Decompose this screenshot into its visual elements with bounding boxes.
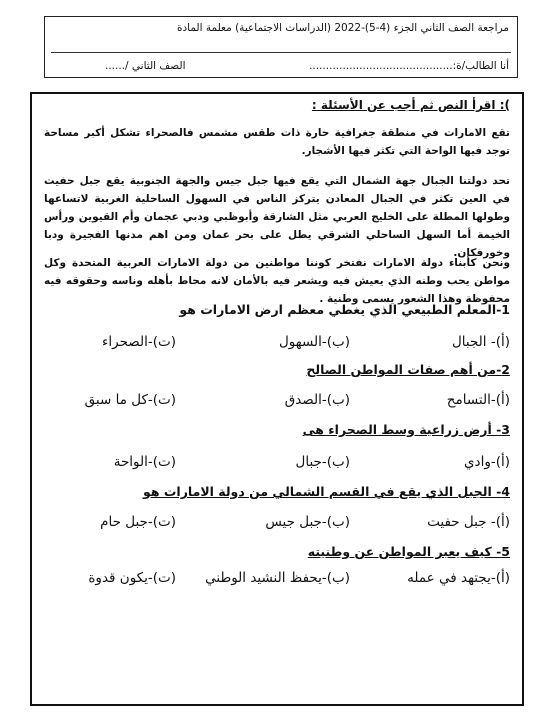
question-1-option-b: (ب)-السهول xyxy=(278,334,350,350)
question-5: 5- كيف يعبر المواطن عن وطنيته xyxy=(307,544,510,559)
question-4: 4- الجبل الذي يقع في القسم الشمالي من دولة الامارات هو xyxy=(143,484,510,499)
question-3: 3- أرض زراعية وسط الصحراء هى xyxy=(302,422,510,437)
question-2: 2-من أهم صفات المواطن الصالح xyxy=(306,362,510,377)
reading-paragraph-1: تقع الامارات في منطقة جغرافية حارة ذات طقس مشمس فالصحراء تشكل أكبر مساحة توجد فيها الواحة التي تكثر فيها الأشجار. xyxy=(44,127,510,157)
question-2-option-a: (أ)-التسامح xyxy=(446,392,510,408)
reading-paragraph-2: تحد دولتنا الجبال جهة الشمال التي يقع فيها جبل جيس والجهة الجنوبية يقع جبل حفيت في العين تكثر في الجبال المعادن يتركز الناس في السهول الساحلية الغربية لاتساعها وطولها المطلة على الخليج العربي مثل الشارقة وأبوظبي ودبي عجمان وأم القيوين ورأس الخيمة أما السهل الساحلي الشرقي يطل على بحر عمان ومن اهم مدنها الفجيرة ودبا وخورفكان. xyxy=(44,175,510,259)
student-name-field: أنا الطالب/ة:........................................... xyxy=(309,60,509,72)
question-1-option-c: (ت)-الصحراء xyxy=(102,334,176,350)
section-title: ): اقرأ النص ثم أجب عن الأسئلة : xyxy=(311,98,510,112)
question-2-option-c: (ت)-كل ما سبق xyxy=(84,392,176,408)
question-4-option-a: (أ)- جبل حفيت xyxy=(427,514,510,530)
header-divider xyxy=(51,52,511,53)
question-3-option-c: (ت)-الواحة xyxy=(113,454,176,470)
question-4-option-b: (ب)-جبل جيس xyxy=(265,514,350,530)
question-1-option-a: (أ)- الجبال xyxy=(451,334,510,350)
reading-paragraph-3: ونحن كأبناء دولة الامارات نفتخر كوننا مواطنين من دولة الامارات العربية المتحدة وكل مواطن يحب وطنه الذي يعيش فيه ويشعر فيه بالأمان لانه محاط بأهله وناسه وحقوقه فيه محفوظة وهذا الشعور يسمى وطنية . xyxy=(44,257,510,305)
grade-field: الصف الثاني /...... xyxy=(105,60,186,72)
header-box xyxy=(44,16,518,78)
question-2-option-b: (ب)-الصدق xyxy=(284,392,350,408)
question-4-option-c: (ت)-جبل حام xyxy=(100,514,176,530)
questions-box xyxy=(30,92,524,706)
worksheet-title: مراجعة الصف الثاني الجزء (4-5)-2022 (الدراسات الاجتماعية) معلمة المادة xyxy=(176,22,509,34)
question-3-option-a: (أ)-وادي xyxy=(463,454,510,470)
question-1: 1-المعلم الطبيعي الذي يغطي معظم ارض الامارات هو xyxy=(179,302,510,317)
question-5-option-b: (ب)-يحفظ النشيد الوطني xyxy=(205,570,350,586)
question-3-option-b: (ب)-جبال xyxy=(295,454,350,470)
question-5-option-a: (أ)-يجتهد في عمله xyxy=(407,570,510,586)
question-5-option-c: (ت)-يكون قدوة xyxy=(88,570,176,586)
